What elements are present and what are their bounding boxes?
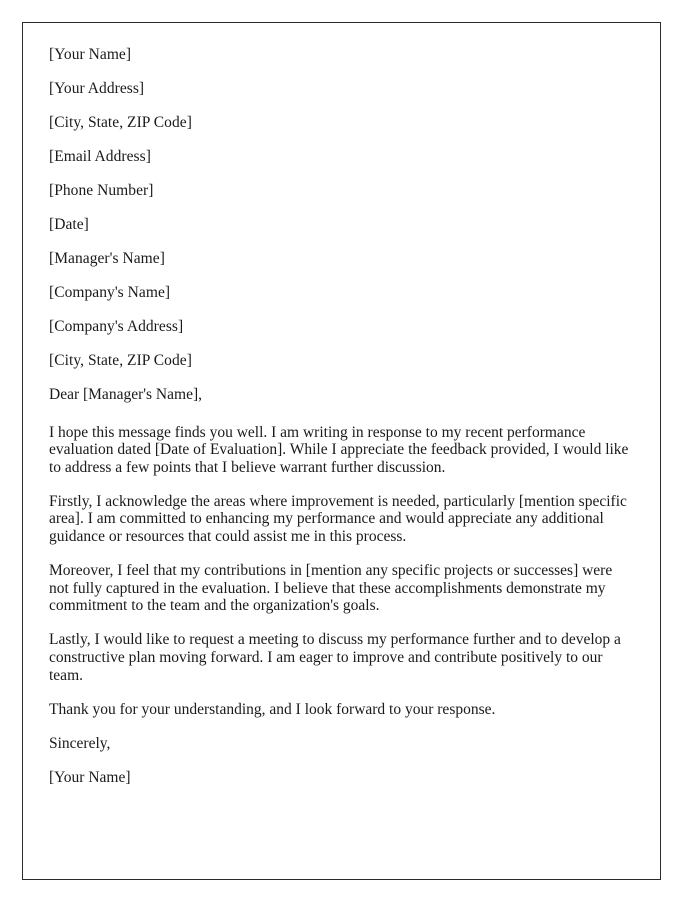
recipient-address-block — [49, 251, 635, 369]
recipient-city-state-zip-placeholder: [City, State, ZIP Code] — [49, 352, 192, 369]
sender-address-block — [49, 47, 635, 199]
closing-salutation: Sincerely, — [49, 735, 111, 753]
salutation-line: Dear [Manager's Name], — [49, 386, 202, 403]
letter-content — [49, 47, 635, 786]
recipient-manager-name-placeholder: [Manager's Name] — [49, 250, 165, 267]
recipient-company-address-placeholder: [Company's Address] — [49, 318, 184, 335]
sender-phone-placeholder: [Phone Number] — [49, 182, 154, 199]
recipient-company-name-placeholder: [Company's Name] — [49, 284, 171, 301]
body-paragraph-1: I hope this message finds you well. I am writing in response to my recent performance evaluation dated [Date of Evaluation]. While I appreciate the feedback provided, I would like to address a few points that I believe warrant further discussion. — [49, 423, 629, 476]
body-paragraph-3: Moreover, I feel that my contributions in [mention any specific projects or successes] were not fully captured in the evaluation. I believe that these accomplishments demonstrate my commitment to the team and the organization's goals. — [49, 562, 613, 615]
closing-block — [49, 736, 635, 786]
body-paragraph-5-thanks: Thank you for your understanding, and I look forward to your response. — [49, 700, 496, 718]
date-placeholder: [Date] — [49, 216, 89, 233]
body-paragraph-2: Firstly, I acknowledge the areas where improvement is needed, particularly [mention specific area]. I am committed to enhancing my performance and would appreciate any additional guidance or resources that could assist me in this process. — [49, 492, 627, 545]
sender-email-placeholder: [Email Address] — [49, 148, 151, 165]
signature-name-placeholder: [Your Name] — [49, 769, 131, 787]
letter-page — [22, 22, 661, 880]
sender-address-placeholder: [Your Address] — [49, 80, 145, 97]
sender-name-placeholder: [Your Name] — [49, 46, 132, 63]
sender-city-state-zip-placeholder: [City, State, ZIP Code] — [49, 114, 192, 131]
body-paragraph-4: Lastly, I would like to request a meeting to discuss my performance further and to develop a constructive plan moving forward. I am eager to improve and contribute positively to our team. — [49, 631, 621, 684]
letter-body-paragraphs — [49, 424, 635, 719]
